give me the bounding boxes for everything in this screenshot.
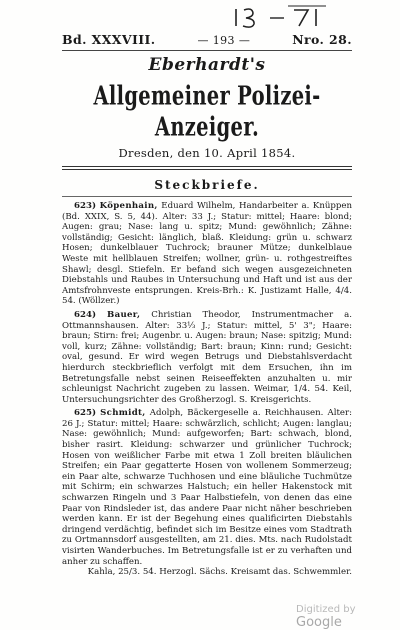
masthead-title: Allgemeiner Polizei-Anzeiger. — [93, 80, 321, 143]
handwritten-note-drawing — [228, 4, 338, 30]
notice-entry — [62, 408, 352, 578]
entry-name: Bauer, — [107, 309, 141, 320]
header-rule — [62, 50, 352, 51]
section-rule — [62, 196, 352, 197]
watermark-prefix: Digitized by — [296, 604, 356, 615]
notice-entry — [62, 310, 352, 405]
entry-name: Schmidt, — [100, 408, 146, 419]
notice-list — [62, 201, 352, 581]
entry-signoff: Kahla, 25/3. 54. Herzogl. Sächs. Kreisamt das. Schwemmler. — [87, 567, 352, 578]
masthead-publisher: Eberhardt's — [148, 55, 266, 75]
entry-number: 624) — [74, 309, 97, 320]
notice-entry — [62, 201, 352, 307]
masthead-double-rule — [62, 166, 352, 170]
watermark-brand: Google — [296, 615, 342, 630]
entry-name: Köpenhain, — [99, 201, 158, 211]
issue-number: Nro. 28. — [292, 32, 352, 47]
page-number: — 193 — — [197, 34, 251, 47]
entry-number: 623) — [74, 201, 97, 211]
running-header — [62, 32, 352, 47]
handwritten-shelfmark — [228, 4, 338, 30]
digitization-watermark — [296, 604, 400, 630]
entry-number: 625) — [74, 408, 97, 419]
dateline: Dresden, den 10. April 1854. — [118, 146, 296, 160]
entry-text: Christian Theodor, Instrumentmacher a. Ottmannshausen. Alter: 33⅓ J.; Statur: mittel, 5' 3"; Haare: braun; Stirn: frei; Augenbr. u. Augen: braun; Nase: spitzig; Mund: voll, kurz; Zähne: vollständig; Bart: braun; Kinn: rund; Gesicht: oval, gesund. Er wird wegen Betrugs und Diebstahlsverdacht hierdurch steckbrieflich verfolgt mit dem Ersuchen, ihn im Betretungsfalle nebst seinen Reiseeffekten anzuhalten u. mir schleunigst Nachricht zugeben zu lassen. Weimar, 1/4. 54. Keil, Untersuchungsrichter des Großherzogl. S. Kreisgerichts. — [62, 309, 352, 405]
entry-text: Eduard Wilhelm, Handarbeiter a. Knüppen (Bd. XXIX, S. 5, 44). Alter: 33 J.; Statur: mittel; Haare: blond; Augen: grau; Nase: lang u. spitz; Mund: gewöhnlich; Zähne: vollständig; Gesicht: länglich, blaß. Kleidung: grün u. schwarz Hosen; dunkelblauer Tuchrock; brauner Mütze; dunkelblaue Weste mit hellblauen Streifen; wollner, grün- u. rothgestreiftes Shawl; desgl. Stiefeln. Er befand sich wegen ausgezeichneten Diebstahls und Raubes in Untersuchung und Haft und ist aus der Amtsfrohnveste entsprungen. Kreis-Brh.: K. Justizamt Halle, 4/4. 54. (Wöllzer.) — [62, 201, 353, 307]
section-title: Steckbriefe. — [154, 178, 260, 192]
volume-label: Bd. XXXVIII. — [62, 32, 156, 47]
entry-text: Adolph, Bäckergeselle a. Reichhausen. Alter: 26 J.; Statur: mittel; Haare: schwärzlich, schlicht; Augen: langlau; Nase: gewöhnlich; Mund: aufgeworfen; Bart: schwach, blond, bisher rasirt. Kleidung: schwarzer und grünlicher Tuchrock; Hosen von weißlicher Farbe mit etwa 1 Zoll breiten bläulichen Streifen; ein Paar gegatterte Hosen von wollenem Sommerzeug; ein Paar alte, schwarze Tuchhosen und eine bläuliche Tuchmütze mit Schirm; ein schwarzes Halstuch; ein heller Hakenstock mit schwarzen Ringeln und 3 Paar Halbstiefeln, von denen das eine Paar von Rindsleder ist, das andere Paar nicht näher beschrieben werden kann. Er ist der Begehung eines qualificirten Diebstahls dringend verdächtig, befindet sich im Besitze eines vom Stadtrath zu Ortmannsdorf ausgestellten, am 21. dies. Mts. nach Rudolstadt visirten Wanderbuches. Im Betretungsfalle ist er zu verhaften und anher zu schaffen. — [62, 408, 353, 567]
